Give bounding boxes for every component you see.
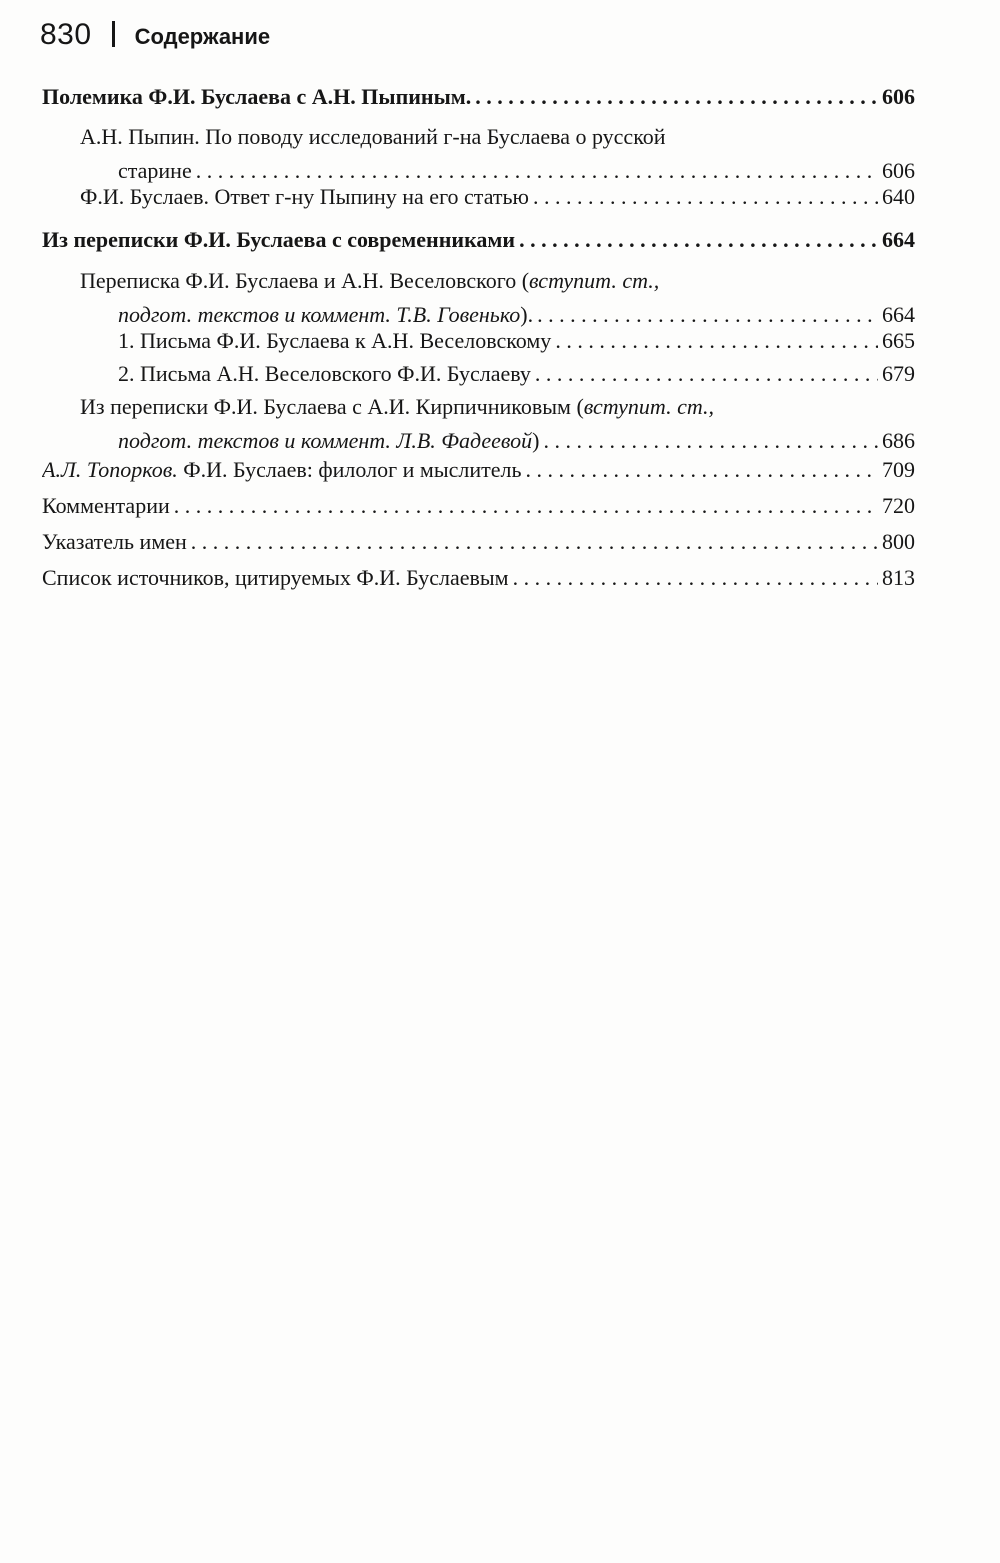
entry-author: А.Л. Топорков. <box>42 457 178 482</box>
entry-page: 679 <box>882 361 915 386</box>
entry-title-line2: старине <box>118 158 192 183</box>
toc-entry-polemika[interactable] <box>42 80 915 114</box>
entry-title <box>42 453 522 487</box>
entry-title: 1. Письма Ф.И. Буслаева к А.Н. Веселовскому <box>118 328 552 353</box>
dot-leader <box>174 489 878 523</box>
toc-entry-sources[interactable] <box>42 561 915 595</box>
entry-title-line1: А.Н. Пыпин. По поводу исследований г-на Буслаева о русской <box>80 124 666 149</box>
toc-entry-pypin-article[interactable] <box>80 120 915 188</box>
dot-leader <box>513 561 878 595</box>
entry-title: Полемика Ф.И. Буслаева с А.Н. Пыпиным. <box>42 84 472 109</box>
entry-title-text: Из переписки Ф.И. Буслаева с А.И. Кирпичниковым ( <box>80 394 584 419</box>
section-title: Содержание <box>134 24 271 49</box>
toc-entry-letters-2[interactable] <box>118 357 915 391</box>
entry-title-italic: вступит. ст., <box>529 268 660 293</box>
page-number: 830 <box>40 18 92 51</box>
running-header <box>40 18 270 68</box>
entry-credit-italic: подгот. текстов и коммент. Т.В. Говенько <box>118 302 521 327</box>
entry-title: Из переписки Ф.И. Буслаева с современниками <box>42 227 516 252</box>
dot-leader <box>535 357 878 391</box>
entry-page: 800 <box>882 529 915 554</box>
entry-title-text: Переписка Ф.И. Буслаева и А.Н. Веселовского ( <box>80 268 530 293</box>
toc-entry-letters-1[interactable] <box>118 324 915 358</box>
entry-close-paren: ). <box>520 302 534 327</box>
dot-leader <box>191 525 878 559</box>
entry-page: 606 <box>882 158 915 183</box>
toc-entry-buslaev-answer[interactable] <box>80 180 915 214</box>
dot-leader <box>555 324 878 358</box>
toc-entry-kirpichnikov[interactable] <box>80 390 915 458</box>
entry-title-line1 <box>80 264 915 298</box>
entry-title-line1 <box>80 390 915 424</box>
header-separator <box>112 21 115 47</box>
entry-page: 709 <box>882 457 915 482</box>
entry-title: 2. Письма А.Н. Веселовского Ф.И. Буслаеву <box>118 361 531 386</box>
entry-close-paren: ) <box>532 428 540 453</box>
entry-title: Указатель имен <box>42 529 187 554</box>
entry-title: Ф.И. Буслаев. Ответ г-ну Пыпину на его статью <box>80 184 529 209</box>
entry-page: 720 <box>882 493 915 518</box>
toc-entry-index-names[interactable] <box>42 525 915 559</box>
entry-page: 686 <box>882 428 915 453</box>
toc-entry-toporkov[interactable] <box>42 453 915 487</box>
dot-leader <box>519 223 878 257</box>
dot-leader <box>475 80 878 114</box>
entry-title: Комментарии <box>42 493 170 518</box>
toc-entry-veselovsky[interactable] <box>80 264 915 332</box>
dot-leader <box>533 180 878 214</box>
entry-page: 606 <box>882 84 915 109</box>
entry-title-italic: вступит. ст., <box>583 394 714 419</box>
entry-page: 640 <box>882 184 915 209</box>
entry-credit-italic: подгот. текстов и коммент. Л.В. Фадеевой <box>118 428 533 453</box>
entry-title-text: Ф.И. Буслаев: филолог и мыслитель <box>177 457 522 482</box>
entry-page: 664 <box>882 302 915 327</box>
toc-entry-perepiski[interactable] <box>42 223 915 257</box>
dot-leader <box>526 453 878 487</box>
entry-page: 665 <box>882 328 915 353</box>
entry-page: 813 <box>882 565 915 590</box>
toc-entry-comments[interactable] <box>42 489 915 523</box>
entry-page: 664 <box>882 227 915 252</box>
entry-title: Список источников, цитируемых Ф.И. Буслаевым <box>42 565 509 590</box>
